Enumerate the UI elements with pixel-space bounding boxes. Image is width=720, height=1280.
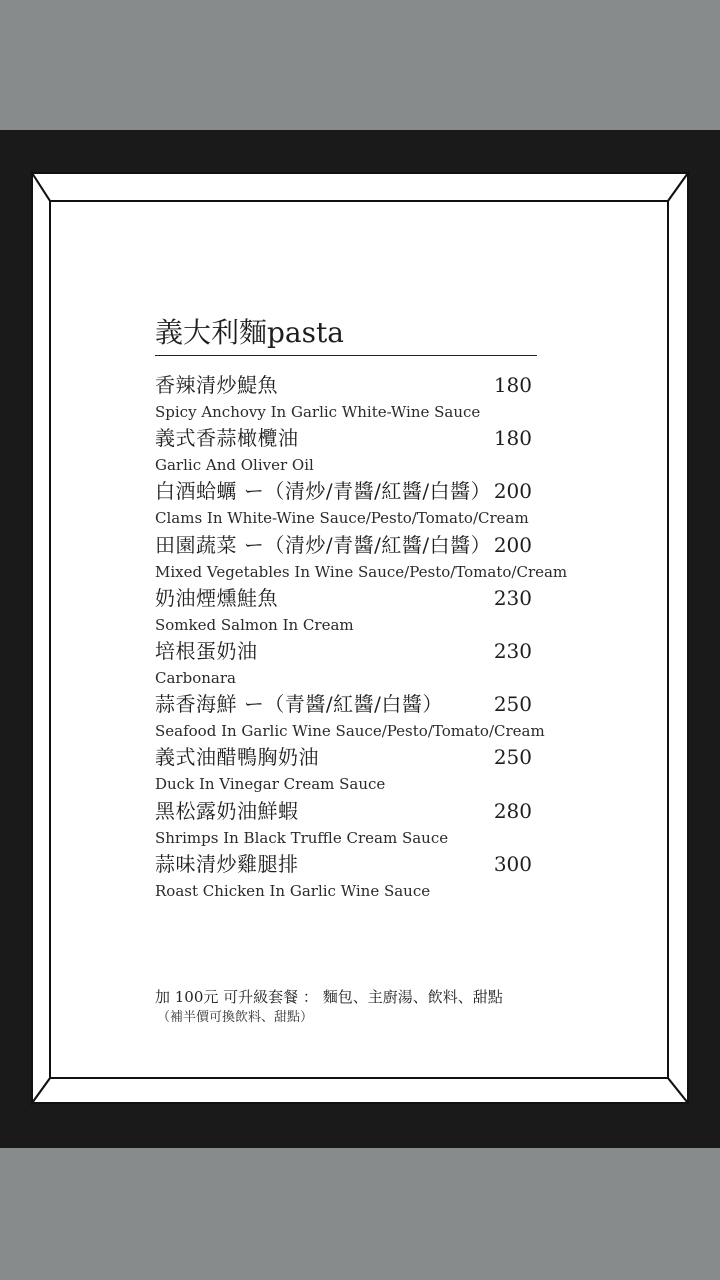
item-price: 300	[493, 851, 532, 876]
menu-item	[155, 531, 568, 584]
menu-item	[155, 584, 537, 637]
item-price: 280	[493, 798, 532, 823]
item-chinese-name: 田園蔬菜 ー（清炒/青醬/紅醬/白醬）	[155, 532, 492, 557]
frame-bevel-left	[32, 173, 50, 1103]
set-meal-substitution-note: （補半價可換飲料、甜點）	[157, 1010, 314, 1025]
item-chinese-name: 黑松露奶油鮮蝦	[155, 798, 299, 823]
item-price: 200	[493, 532, 532, 557]
menu-item	[155, 424, 537, 477]
item-price: 230	[493, 638, 532, 663]
item-price: 230	[493, 585, 532, 610]
item-chinese-name: 白酒蛤蠣 ー（清炒/青醬/紅醬/白醬）	[155, 479, 492, 504]
item-price: 180	[493, 426, 532, 451]
item-english-name: Duck In Vinegar Cream Sauce	[155, 775, 386, 794]
item-english-name: Garlic And Oliver Oil	[155, 456, 314, 475]
item-price: 250	[493, 692, 532, 717]
frame-bevel-bottom	[32, 1078, 688, 1103]
item-english-name: Somked Salmon In Cream	[155, 615, 354, 634]
item-price: 180	[493, 373, 532, 397]
menu-item	[155, 690, 545, 743]
item-chinese-name: 培根蛋奶油	[155, 638, 258, 663]
item-chinese-name: 義式香蒜橄欖油	[155, 426, 299, 451]
set-meal-upgrade-note: 加 100元 可升級套餐 ： 麵包、主廚湯、飲料、甜點	[155, 988, 503, 1006]
frame-bevel-top	[32, 173, 688, 201]
item-english-name: Carbonara	[155, 668, 236, 687]
item-price: 250	[493, 745, 532, 770]
menu-item	[155, 637, 537, 690]
pasta-menu	[155, 313, 568, 903]
title-divider	[155, 355, 537, 356]
item-chinese-name: 蒜味清炒雞腿排	[155, 851, 299, 876]
item-english-name: Mixed Vegetables In Wine Sauce/Pesto/Tomato/Cream	[155, 562, 568, 581]
item-price: 200	[493, 479, 532, 504]
item-english-name: Seafood In Garlic Wine Sauce/Pesto/Tomato/Cream	[155, 722, 545, 741]
item-english-name: Roast Chicken In Garlic Wine Sauce	[155, 881, 431, 900]
menu-item	[155, 850, 537, 903]
menu-item	[155, 371, 537, 424]
menu-title: 義大利麵pasta	[155, 316, 344, 349]
item-english-name: Shrimps In Black Truffle Cream Sauce	[155, 828, 449, 847]
menu-item-list	[155, 371, 568, 903]
item-chinese-name: 義式油醋鴨胸奶油	[155, 745, 319, 770]
item-english-name: Spicy Anchovy In Garlic White-Wine Sauce	[155, 403, 481, 421]
item-chinese-name: 蒜香海鮮 ー（青醬/紅醬/白醬）	[155, 692, 443, 717]
item-chinese-name: 奶油煙燻鮭魚	[155, 585, 278, 610]
menu-item	[155, 477, 537, 530]
item-chinese-name: 香辣清炒鯷魚	[155, 373, 278, 397]
menu-item	[155, 797, 537, 850]
frame-bevel-right	[668, 173, 688, 1103]
menu-item	[155, 743, 537, 796]
item-english-name: Clams In White-Wine Sauce/Pesto/Tomato/Cream	[155, 509, 529, 528]
